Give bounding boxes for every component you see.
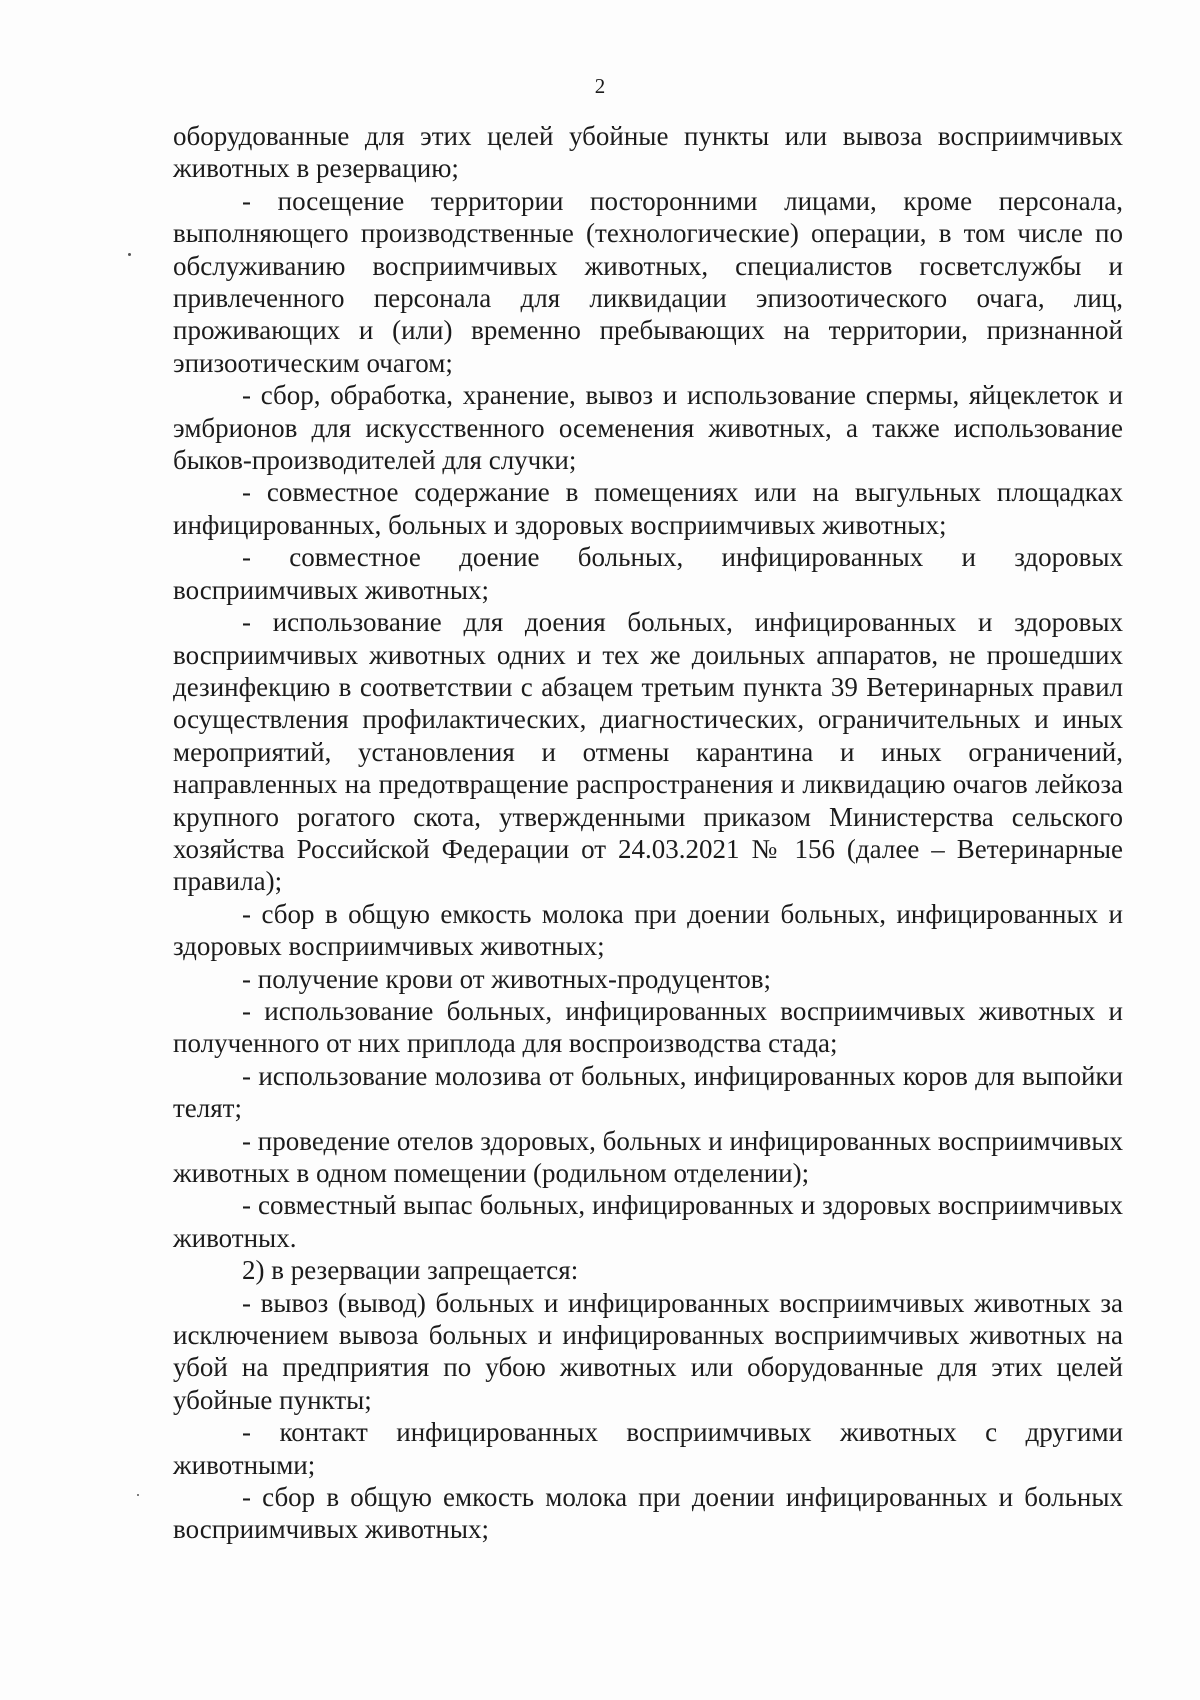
paragraph-continuation: оборудованные для этих целей убойные пункты или вывоза восприимчивых животных в резервацию;: [173, 121, 1123, 184]
page-number: 2: [594, 74, 606, 98]
paragraph-semen-embryos: - сбор, обработка, хранение, вывоз и использование спермы, яйцеклеток и эмбрионов для искусственного осеменения животных, а также использование быков-производителей для случки;: [173, 380, 1123, 476]
paragraph-joint-housing: - совместное содержание в помещениях или на выгульных площадках инфицированных, больных и здоровых восприимчивых животных;: [173, 477, 1123, 540]
paragraph-grazing: - совместный выпас больных, инфицированных и здоровых восприимчивых животных.: [173, 1190, 1123, 1253]
paragraph-calving: - проведение отелов здоровых, больных и инфицированных восприимчивых животных в одном помещении (родильном отделении);: [173, 1125, 1123, 1188]
paragraph-milk-collection: - сбор в общую емкость молока при доении больных, инфицированных и здоровых восприимчивых животных;: [173, 898, 1123, 962]
paragraph-removal-ban: - вывоз (вывод) больных и инфицированных восприимчивых животных за исключением вывоза больных и инфицированных восприимчивых животных на убой на предприятия по убою животных или оборудованные для этих целей убойные пункты;: [173, 1287, 1123, 1415]
document-body: [173, 120, 1123, 1546]
paragraph-reproduction: - использование больных, инфицированных восприимчивых животных и полученного от них приплода для воспроизводства стада;: [173, 995, 1123, 1059]
paragraph-reservation-heading: 2) в резервации запрещается:: [242, 1255, 579, 1286]
scan-speck: [128, 253, 131, 256]
paragraph-visitor-ban: - посещение территории посторонними лицами, кроме персонала, выполняющего производственные (технологические) операции, в том числе по обслуживанию восприимчивых животных, специалистов госветслужбы и привлеченного персонала для ликвидации эпизоотического очага, лиц, проживающих и (или) временно пребывающих на территории, признанной эпизоотическим очагом;: [173, 185, 1123, 378]
scan-speck: [137, 1494, 139, 1496]
paragraph-joint-milking: - совместное доение больных, инфицированных и здоровых восприимчивых животных;: [173, 542, 1123, 605]
paragraph-contact-ban: - контакт инфицированных восприимчивых животных с другими животными;: [173, 1417, 1123, 1480]
paragraph-colostrum: - использование молозива от больных, инфицированных коров для выпойки телят;: [173, 1060, 1123, 1124]
paragraph-milking-equipment: - использование для доения больных, инфицированных и здоровых восприимчивых животных одних и тех же доильных аппаратов, не прошедших дезинфекцию в соответствии с абзацем третьим пункта 39 Ветеринарных правил осуществления профилактических, диагностических, ограничительных и иных мероприятий, установления и отмены карантина и иных ограничений, направленных на предотвращение распространения и ликвидацию очагов лейкоза крупного рогатого скота, утвержденными приказом Министерства сельского хозяйства Российской Федерации от 24.03.2021 № 156 (далее – Ветеринарные правила);: [173, 607, 1123, 897]
paragraph-milk-collection-reservation: - сбор в общую емкость молока при доении инфицированных и больных восприимчивых животных;: [173, 1482, 1123, 1545]
paragraph-blood-collection: - получение крови от животных-продуцентов;: [242, 963, 771, 994]
